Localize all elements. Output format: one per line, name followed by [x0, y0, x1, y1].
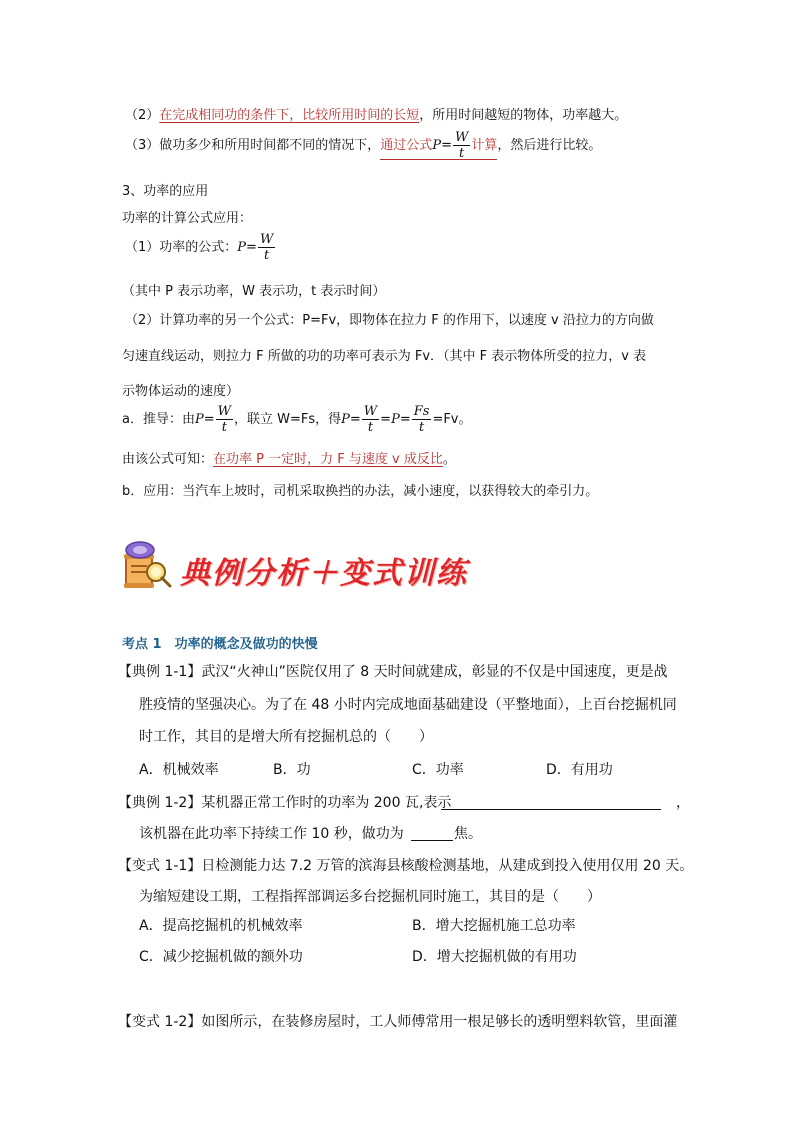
example-1-1-tag: 【典例 1-1】	[118, 664, 202, 680]
example-1-1-line-1: 【典例 1-1】武汉“火神山”医院仅用了 8 天时间就建成，彰显的不仅是中国速度，更是战	[118, 664, 668, 680]
variant-1-1-option-b: B．增大挖掘机施工总功率	[412, 918, 576, 934]
variant-1-1-line-1: 【变式 1-1】日检测能力达 7.2 万管的滨海县核酸检测基地，从建成到投入使用仅用 20 天。	[118, 858, 694, 874]
derivation: a．推导：由P= $\frac{W}{t}$ ，联立 W=Fs，得P= $\frac{W}{t}$ =P= $\frac{Fs}{t}$ =Fv。	[122, 404, 472, 435]
application-b: b．应用：当汽车上坡时，司机采取换挡的办法，减小速度，以获得较大的牵引力。	[122, 484, 599, 499]
answer-blank-2[interactable]	[411, 824, 453, 841]
banner	[118, 540, 468, 592]
formula-2-line-3: 示物体运动的速度）	[122, 384, 240, 399]
variant-1-1-tag: 【变式 1-1】	[118, 858, 202, 874]
formula-2-line-1: （2）计算功率的另一个公式：P=Fv，即物体在拉力 F 的作用下，以速度 v 沿拉力的方向做	[125, 313, 654, 328]
example-1-1-option-b: B．功	[273, 762, 311, 778]
example-1-1-option-c: C．功率	[412, 762, 464, 778]
note-1: （其中 P 表示功率，W 表示功，t 表示时间）	[122, 284, 386, 299]
example-1-1-option-d: D．有用功	[546, 762, 613, 778]
conclusion: 由该公式可知：在功率 P 一定时，力 F 与速度 v 成反比。	[122, 452, 456, 467]
banner-title: 典例分析＋变式训练	[180, 556, 468, 591]
item-3-highlight: 通过公式P= $\frac{W}{t}$ 计算	[380, 130, 498, 161]
example-1-2-line-1: 【典例 1-2】某机器正常工作时的功率为 200 瓦,表示	[118, 795, 452, 811]
variant-1-2-tag: 【变式 1-2】	[118, 1014, 202, 1030]
variant-1-2-line-1: 【变式 1-2】如图所示，在装修房屋时，工人师傅常用一根足够长的透明塑料软管，里面灌	[118, 1014, 678, 1030]
answer-blank-1[interactable]	[441, 793, 661, 810]
formula-2-line-2: 匀速直线运动，则拉力 F 所做的功的功率可表示为 Fv．（其中 F 表示物体所受的拉力，v 表	[122, 349, 647, 364]
formula-1: （1）功率的公式：P= $\frac{W}{t}$	[125, 232, 274, 263]
magnifier-scroll-icon	[118, 540, 176, 592]
variant-1-1-option-a: A．提高挖掘机的机械效率	[139, 918, 303, 934]
kaodian-title: 考点 1 功率的概念及做功的快慢	[122, 637, 318, 652]
example-1-2-tag: 【典例 1-2】	[118, 795, 202, 811]
example-1-1-line-2: 胜疫情的坚强决心。为了在 48 小时内完成地面基础建设（平整地面），上百台挖掘机同	[139, 697, 677, 713]
calc-intro: 功率的计算公式应用：	[122, 211, 253, 226]
item-2-highlight: 在完成相同功的条件下，比较所用时间的长短	[159, 108, 420, 123]
example-1-1-line-3: 时工作，其目的是增大所有挖掘机总的（ ）	[139, 729, 433, 745]
variant-1-1-option-c: C．减少挖掘机做的额外功	[139, 949, 303, 965]
variant-1-1-option-d: D．增大挖掘机做的有用功	[412, 949, 577, 965]
fraction-w-over-t: $\frac{W}{t}$	[454, 130, 469, 161]
heading-3: 3、功率的应用	[122, 184, 209, 199]
item-3: （3）做功多少和所用时间都不同的情况下，通过公式P= $\frac{W}{t}$ 计算，然后进行比较。	[125, 130, 602, 161]
variant-1-1-line-2: 为缩短建设工期，工程指挥部调运多台挖掘机同时施工，其目的是（ ）	[139, 889, 601, 905]
example-1-1-option-a: A．机械效率	[139, 762, 219, 778]
conclusion-highlight: 在功率 P 一定时，力 F 与速度 v 成反比	[213, 452, 443, 467]
item-2: （2）在完成相同功的条件下，比较所用时间的长短，所用时间越短的物体，功率越大。	[125, 108, 628, 123]
example-1-2-line-2: 该机器在此功率下持续工作 10 秒，做功为	[139, 826, 404, 842]
fraction-w-over-t: $\frac{W}{t}$	[259, 232, 274, 263]
